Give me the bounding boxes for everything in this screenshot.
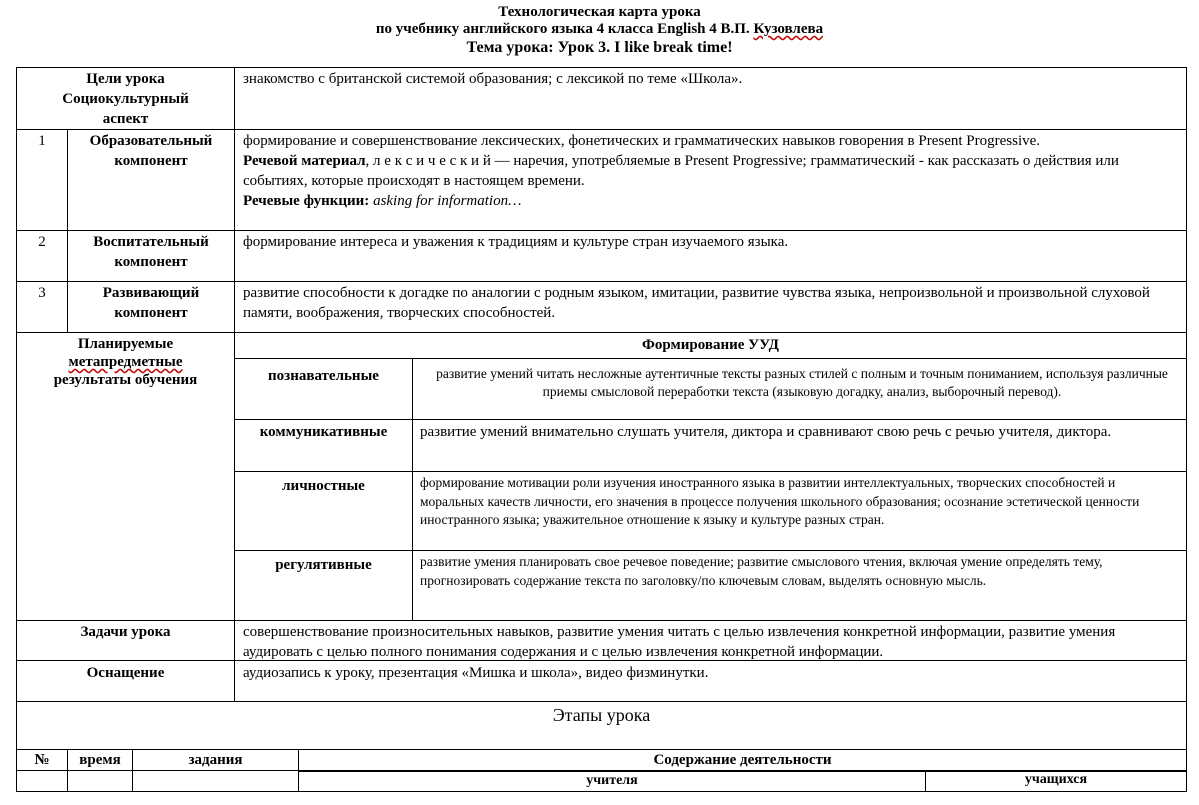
component-3-text: развитие способности к догадке по аналогии с родным языком, имитации, развитие чувства языка, непроизвольной и произвольной слуховой памяти, воображения, творческих способностей. bbox=[243, 285, 1150, 321]
uud-title: Формирование УУД bbox=[642, 337, 779, 353]
stages-col-number: № bbox=[34, 752, 50, 768]
speech-functions-label: Речевые функции: bbox=[243, 193, 370, 209]
speech-material-lexical: , л е к с и ч е с к и й bbox=[365, 153, 491, 169]
speech-material bbox=[243, 151, 1178, 191]
planned-label-line: результаты обучения bbox=[53, 372, 198, 388]
subtitle-text: по учебнику английского языка 4 класса English 4 В.П. bbox=[375, 21, 754, 37]
stages-col-tasks: задания bbox=[188, 752, 243, 768]
equipment-text: аудиозапись к уроку, презентация «Мишка и школа», видео физминутки. bbox=[243, 665, 709, 681]
component-2-number: 2 bbox=[38, 234, 46, 250]
component-1-number: 1 bbox=[38, 133, 46, 149]
uud-communicative-text: развитие умений внимательно слушать учителя, диктора и сравнивают свою речь с речью учителя, диктора. bbox=[420, 424, 1112, 440]
stages-col-students: учащихся bbox=[1024, 772, 1088, 787]
author-name: Кузовлева bbox=[753, 21, 824, 37]
stages-title: Этапы урока bbox=[552, 705, 651, 725]
lesson-topic: Тема урока: Урок 3. I like break time! bbox=[466, 39, 733, 56]
stages-col-time: время bbox=[79, 752, 121, 768]
speech-functions bbox=[243, 191, 1178, 211]
component-3-number: 3 bbox=[38, 285, 46, 301]
tasks-label: Задачи урока bbox=[80, 624, 171, 640]
stages-col-content: Содержание деятельности bbox=[653, 752, 832, 768]
uud-regulatory-label: регулятивные bbox=[275, 557, 372, 573]
goals-label-line: Цели урока bbox=[86, 71, 165, 87]
speech-functions-text: asking for information… bbox=[369, 193, 522, 209]
component-1-content bbox=[243, 131, 1178, 211]
goals-label bbox=[17, 69, 234, 129]
planned-label-line: Планируемые bbox=[77, 336, 174, 352]
uud-regulatory-text: развитие умения планировать свое речевое поведение; развитие смыслового чтения, включая умение определять тему, прогнозировать содержание текста по заголовку/по ключевым словам, выделять основную мысль. bbox=[420, 554, 1103, 588]
uud-cognitive-text: развитие умений читать несложные аутентичные тексты разных стилей с полным и точным пониманием, используя различные приемы смысловой переработки текста (языковую догадку, анализ, выборочный перевод). bbox=[436, 366, 1168, 399]
document-subtitle bbox=[0, 21, 1199, 38]
planned-label-line: метапредметные bbox=[68, 354, 183, 370]
component-2-label: Воспитательный компонент bbox=[93, 234, 209, 270]
equipment-label: Оснащение bbox=[86, 665, 165, 681]
tasks-text: совершенствование произносительных навыков, развитие умения читать с целью извлечения конкретной информации, развитие умения аудировать с целью полного понимания содержания и с целью извлечения конкретной информации. bbox=[243, 624, 1116, 660]
planned-results-label bbox=[17, 335, 234, 389]
goals-label-line: аспект bbox=[102, 111, 149, 127]
component-2-text: формирование интереса и уважения к традициям и культуре стран изучаемого языка. bbox=[243, 234, 789, 250]
goals-label-line: Социокультурный bbox=[62, 91, 189, 107]
uud-personal-text: формирование мотивации роли изучения иностранного языка в развитии интеллектуальных, творческих способностей и моральных качеств личности, его значения в процессе получения школьного образования; осознание эстетической ценности иностранного языка; уважительное отношение к языку и культуре разных стран. bbox=[420, 475, 1140, 527]
document-header bbox=[0, 3, 1199, 58]
uud-cognitive-label: познавательные bbox=[268, 368, 379, 384]
uud-personal-label: личностные bbox=[282, 478, 365, 494]
goals-text: знакомство с британской системой образования; с лексикой по теме «Школа». bbox=[243, 71, 743, 87]
component-3-label: Развивающий компонент bbox=[102, 285, 200, 321]
component-1-label: Образовательный компонент bbox=[89, 133, 213, 169]
uud-communicative-label: коммуникативные bbox=[259, 424, 388, 440]
speech-material-text: — наречия, употребляемые в Present Progressive; грамматический - как рассказать о действия или событиях, которые происходят в настоящем времени. bbox=[243, 153, 1119, 189]
speech-material-label: Речевой материал bbox=[243, 153, 366, 169]
stages-col-teacher: учителя bbox=[586, 773, 638, 788]
component-1-text: формирование и совершенствование лексических, фонетических и грамматических навыков говорения в Present Progressive. bbox=[243, 133, 1041, 149]
document-title: Технологическая карта урока bbox=[498, 4, 701, 20]
